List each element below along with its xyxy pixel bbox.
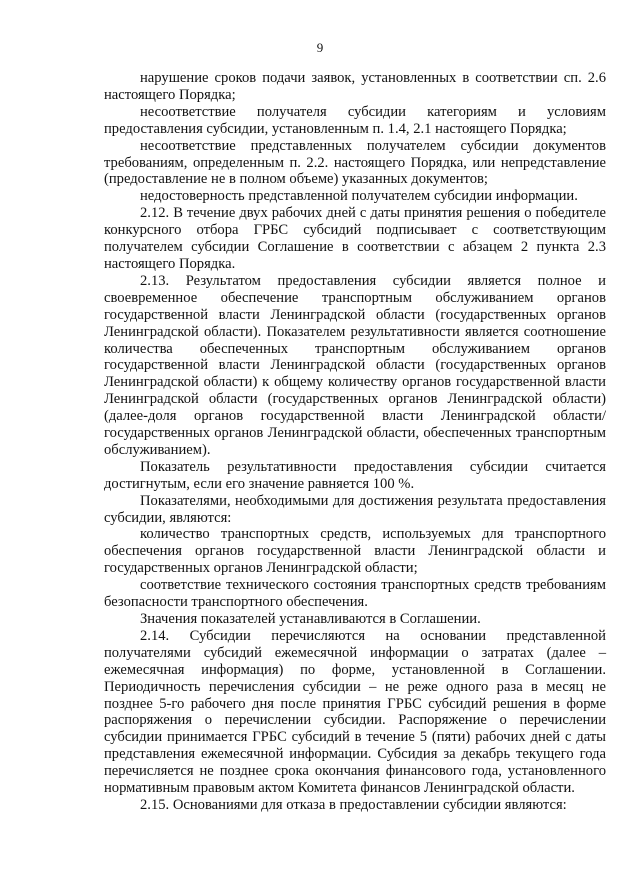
document-body (104, 70, 606, 814)
paragraph: 2.15. Основаниями для отказа в предоставлении субсидии являются: (140, 796, 567, 813)
paragraph: Показателями, необходимыми для достижения результата предоставления субсидии, являются: (104, 492, 606, 526)
paragraph: Значения показателей устанавливаются в Соглашении. (140, 611, 481, 627)
paragraph: 2.14. Субсидии перечисляются на основании представленной получателями субсидий ежемесячной информации о затратах (далее – ежемесячная информация) по форме, установленной в Соглашении. Периодичность перечисления субсидии – не реже одного раза в месяц не позднее 5-го рабочего дня после принятия ГРБС субсидий решения в форме распоряжения о перечислении субсидии. Распоряжение о перечислении субсидии принимается ГРБС субсидий в течение 5 (пяти) рабочих дней с даты представления ежемесячной информации. Субсидия за декабрь текущего года перечисляется не позднее срока окончания финансового года, установленного нормативным правовым актом Комитета финансов Ленинградской области. (104, 627, 606, 797)
paragraph: 2.13. Результатом предоставления субсидии является полное и своевременное обеспечение транспортным обслуживанием органов государственной власти Ленинградской области (государственных органов Ленинградской области). Показателем результативности является соотношение количества обеспеченных транспортным обслуживанием органов государственной власти Ленинградской области (государственных органов Ленинградской области) к общему количеству органов государственной власти Ленинградской области (государственных органов Ленинградской области) (далее-доля органов государственной власти Ленинградской области/ государственных органов Ленинградской области, обеспеченных транспортным обслуживанием). (104, 272, 606, 458)
page-number: 9 (316, 40, 324, 55)
paragraph: несоответствие получателя субсидии категориям и условиям предоставления субсидии, установленным п. 1.4, 2.1 настоящего Порядка; (104, 103, 606, 137)
paragraph: 2.12. В течение двух рабочих дней с даты принятия решения о победителе конкурсного отбора ГРБС субсидий подписывает с соответствующим получателем субсидии Соглашение в соответствии с абзацем 2 пункта 2.3 настоящего Порядка. (104, 205, 606, 272)
paragraph: нарушение сроков подачи заявок, установленных в соответствии сп. 2.6 настоящего Порядка; (104, 70, 606, 103)
paragraph: недостоверность представленной получателем субсидии информации. (140, 188, 578, 205)
paragraph: количество транспортных средств, используемых для транспортного обеспечения органов государственной власти Ленинградской области и государственных органов Ленинградской области; (104, 526, 606, 577)
paragraph: соответствие технического состояния транспортных средств требованиям безопасности транспортного обеспечения. (104, 577, 606, 611)
paragraph: несоответствие представленных получателем субсидии документов требованиям, определенным п. 2.2. настоящего Порядка, или непредставление (предоставление не в полном объеме) указанных документов; (104, 137, 606, 188)
paragraph: Показатель результативности предоставления субсидии считается достигнутым, если его значение равняется 100 %. (104, 458, 606, 492)
